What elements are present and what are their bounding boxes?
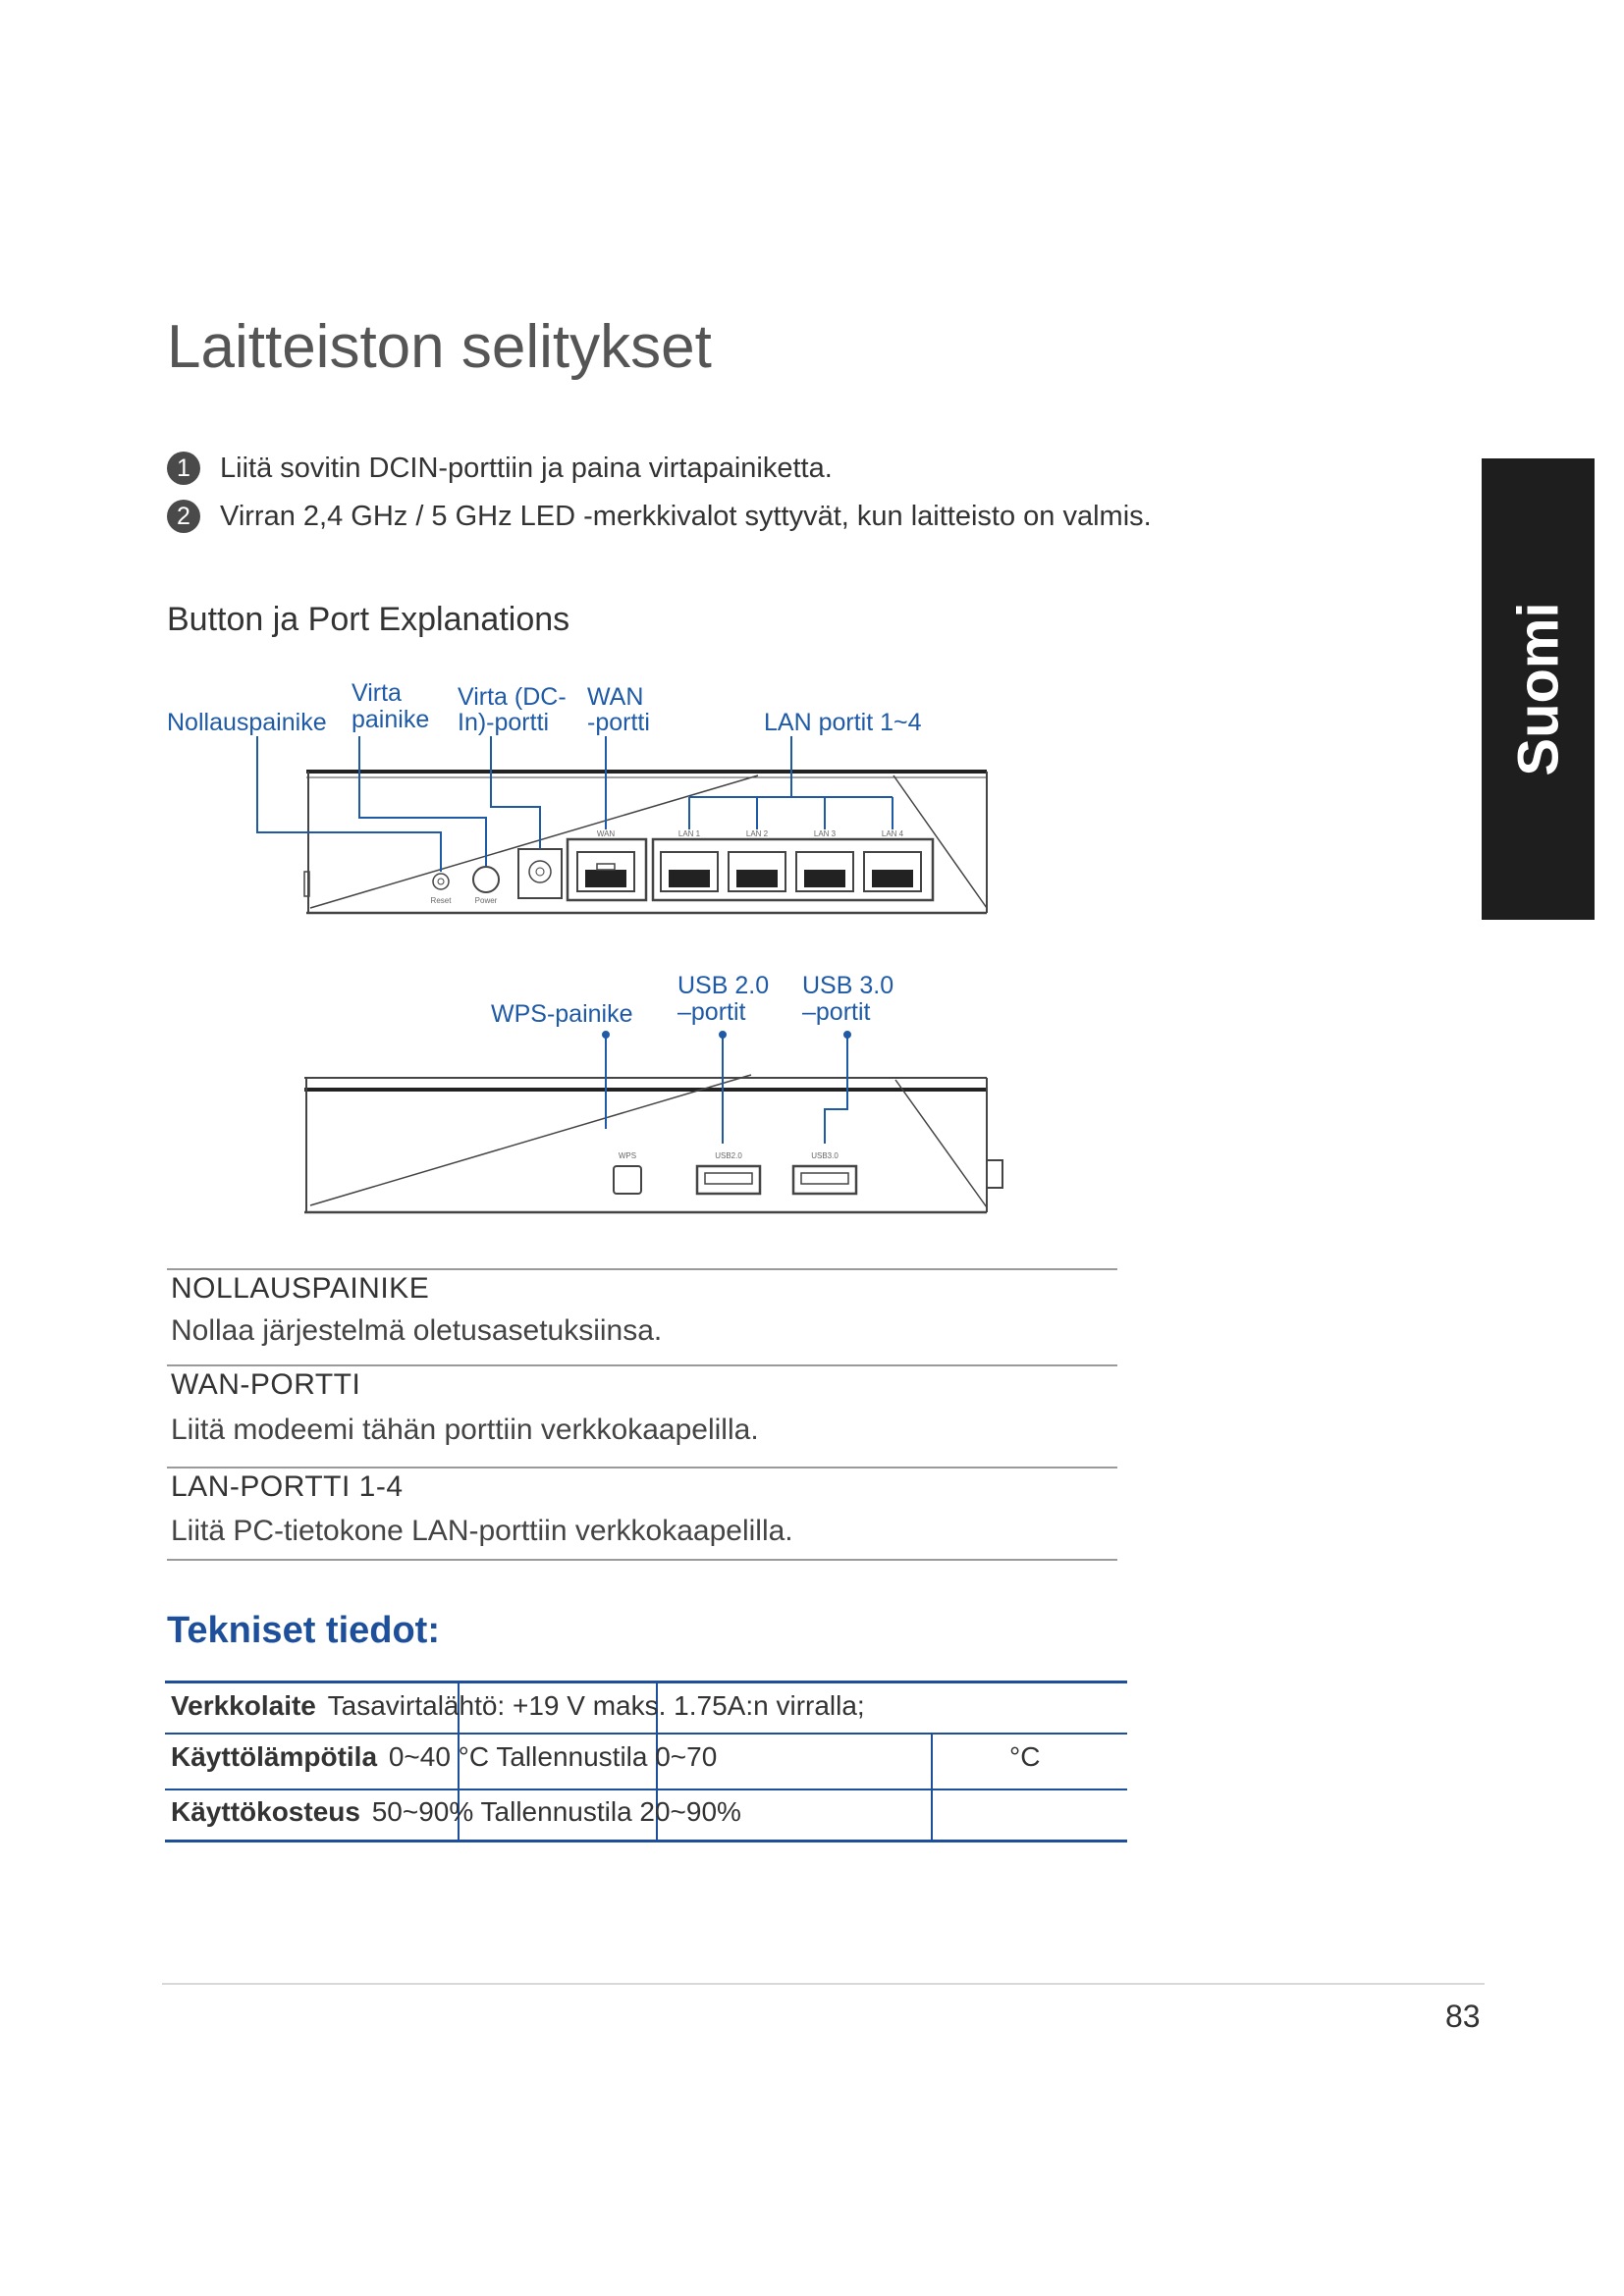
dc-in-port-icon — [518, 849, 562, 898]
def-desc-reset: Nollaa järjestelmä oletusasetuksiinsa. — [171, 1314, 663, 1347]
spec-value: 0% Tallennusti — [433, 1796, 611, 1827]
def-desc-wan: Liitä modeemi tähän porttiin verkkokaapelilla. — [171, 1414, 759, 1446]
router-side-panel — [304, 1075, 1002, 1212]
mark-reset: Reset — [430, 896, 452, 905]
wps-button-icon — [614, 1166, 641, 1194]
spec-row-power — [165, 1690, 1127, 1722]
footer-divider — [162, 1983, 1485, 1985]
specs-title: Tekniset tiedot: — [167, 1610, 440, 1651]
label-wan-1: WAN — [587, 683, 644, 711]
wan-port-icon — [568, 839, 646, 900]
label-power-1: Virta — [352, 679, 402, 707]
label-usb2-1: USB 2.0 — [677, 972, 770, 999]
label-wps: WPS-painike — [491, 1000, 633, 1028]
spec-value: lähtö: +19 V maks. 1.75A:n virralla; — [437, 1690, 865, 1721]
label-lan: LAN portit 1~4 — [764, 709, 922, 736]
divider — [167, 1467, 1117, 1468]
label-usb3-1: USB 3.0 — [802, 972, 894, 999]
def-term-wan: WAN-PORTTI — [171, 1368, 361, 1401]
spec-value: la 20~90% — [610, 1796, 741, 1827]
spec-label: Käyttökosteus — [171, 1796, 360, 1827]
spec-value: nustila 0~70 — [568, 1741, 718, 1772]
mark-wps: WPS — [618, 1151, 637, 1160]
step-number-1: 1 — [167, 452, 200, 485]
spec-value: Tasavirta — [327, 1690, 438, 1721]
mark-usb3: USB3.0 — [811, 1151, 839, 1160]
step-text-2: Virran 2,4 GHz / 5 GHz LED -merkkivalot syttyvät, kun laitteisto on valmis. — [220, 500, 1152, 532]
lan-port-4-icon — [864, 852, 921, 891]
reset-hole-icon — [433, 874, 449, 889]
spec-value: 0 °C Tallen — [435, 1741, 568, 1772]
mark-lan4: LAN 4 — [881, 829, 904, 838]
page-title: Laitteiston selitykset — [167, 313, 712, 381]
label-wan-2: -portti — [587, 709, 650, 736]
mark-lan3: LAN 3 — [813, 829, 837, 838]
def-term-reset: NOLLAUSPAINIKE — [171, 1272, 430, 1305]
mark-power: Power — [474, 896, 498, 905]
spec-value: 50~9 — [371, 1796, 434, 1827]
mark-lan1: LAN 1 — [677, 829, 701, 838]
label-reset: Nollauspainike — [167, 709, 327, 736]
section-subtitle: Button ja Port Explanations — [167, 601, 570, 638]
mark-usb2: USB2.0 — [715, 1151, 742, 1160]
def-term-lan: LAN-PORTTI 1-4 — [171, 1470, 404, 1503]
step-number-2: 2 — [167, 500, 200, 533]
power-button-icon — [473, 867, 499, 892]
def-desc-lan: Liitä PC-tietokone LAN-porttiin verkkokaapelilla. — [171, 1515, 793, 1547]
lan-port-3-icon — [796, 852, 853, 891]
usb3-port-icon — [793, 1166, 856, 1194]
label-dcin-2: In)-portti — [458, 709, 550, 736]
spec-label: Verkkolaite — [171, 1690, 316, 1721]
divider — [167, 1559, 1117, 1561]
step-text-1: Liitä sovitin DCIN-porttiin ja paina virtapainiketta. — [220, 452, 833, 484]
lan-port-2-icon — [729, 852, 785, 891]
language-tab-label: Suomi — [1506, 602, 1570, 776]
spec-value: 0~4 — [388, 1741, 436, 1772]
mark-wan: WAN — [596, 829, 616, 838]
label-dcin-1: Virta (DC- — [458, 683, 567, 711]
spec-label: Käyttölämpötila — [171, 1741, 378, 1772]
spec-value: °C — [1009, 1741, 1041, 1772]
spec-row-temperature — [165, 1741, 1127, 1773]
divider — [167, 1364, 1117, 1366]
specs-table — [165, 1681, 1127, 1842]
label-power-2: painike — [352, 706, 430, 733]
spec-row-humidity — [165, 1796, 1127, 1828]
lan-port-1-icon — [661, 852, 718, 891]
usb2-port-icon — [697, 1166, 760, 1194]
label-usb2-2: –portit — [677, 998, 746, 1026]
page-number: 83 — [1445, 1999, 1481, 2034]
mark-lan2: LAN 2 — [745, 829, 769, 838]
divider — [167, 1268, 1117, 1270]
label-usb3-2: –portit — [802, 998, 871, 1026]
